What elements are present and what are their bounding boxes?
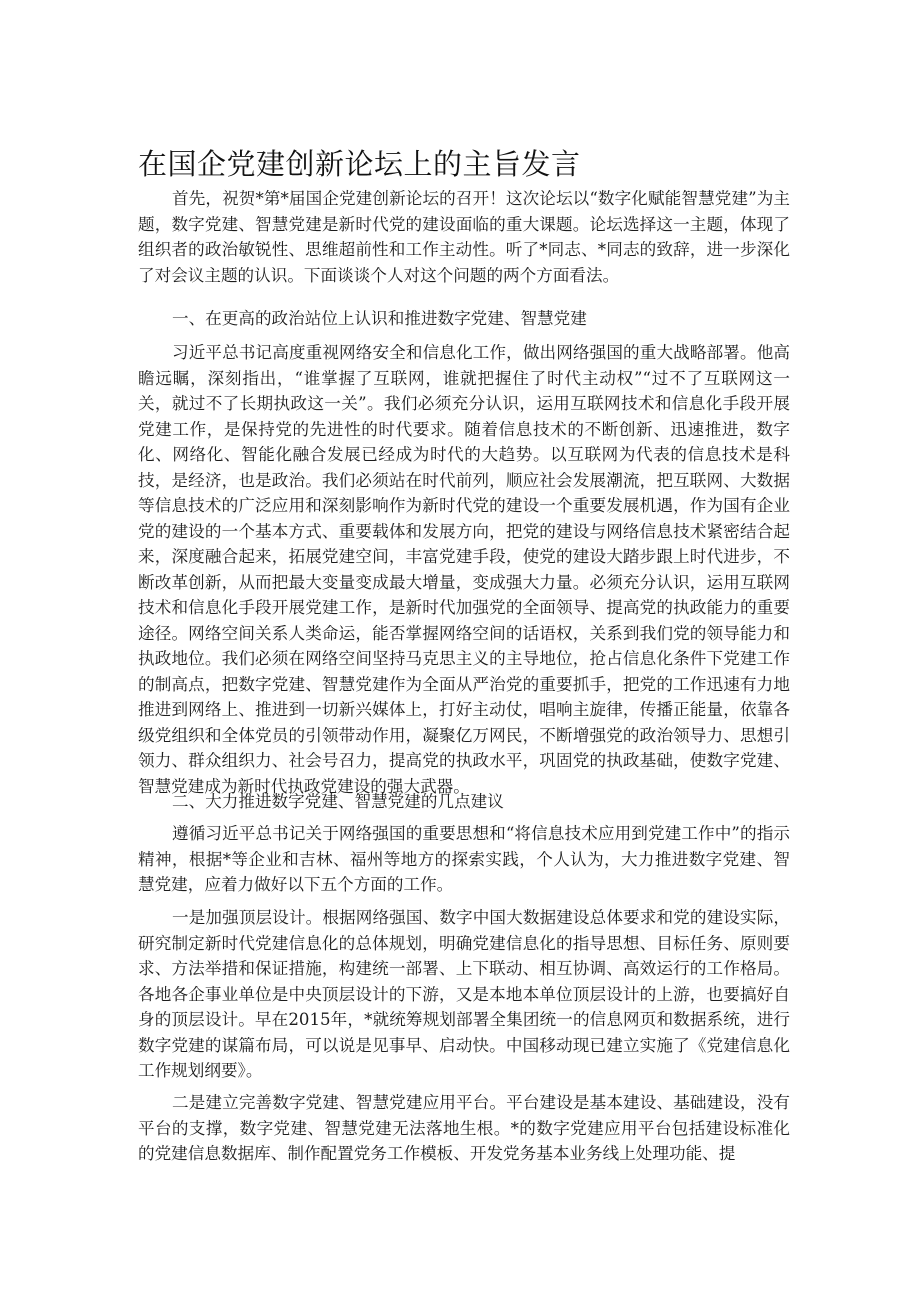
- section2-heading: 二、大力推进数字党建、智慧党建的几点建议: [172, 792, 504, 811]
- section1-heading: 一、在更高的政治站位上认识和推进数字党建、智慧党建: [172, 309, 587, 328]
- point2-paragraph: 二是建立完善数字党建、智慧党建应用平台。平台建设是基本建设、基础建设，没有平台的支撑，数字党建、智慧党建无法落地生根。*的数字党建应用平台包括建设标准化的党建信息数据库、制作配置党务工作模板、开发党务基本业务线上处理功能、提: [138, 1093, 790, 1163]
- section2-body: 遵循习近平总书记关于网络强国的重要思想和“将信息技术应用到党建工作中”的指示精神，根据*等企业和吉林、福州等地方的探索实践，个人认为，大力推进数字党建、智慧党建，应着力做好以下五个方面的工作。: [138, 824, 790, 894]
- intro-paragraph: 首先，祝贺*第*届国企党建创新论坛的召开！这次论坛以“数字化赋能智慧党建”为主题，数字党建、智慧党建是新时代党的建设面临的重大课题。论坛选择这一主题，体现了组织者的政治敏锐性、思维超前性和工作主动性。听了*同志、*同志的致辞，进一步深化了对会议主题的认识。下面谈谈个人对这个问题的两个方面看法。: [138, 189, 790, 285]
- document-title: 在国企党建创新论坛上的主旨发言: [138, 147, 581, 181]
- point1-paragraph: 一是加强顶层设计。根据网络强国、数字中国大数据建设总体要求和党的建设实际，研究制定新时代党建信息化的总体规划，明确党建信息化的指导思想、目标任务、原则要求、方法举措和保证措施，构建统一部署、上下联动、相互协调、高效运行的工作格局。各地各企事业单位是中央顶层设计的下游，又是本地本单位顶层设计的上游，也要搞好自身的顶层设计。早在2015年，*就统筹规划部署全集团统一的信息网页和数据系统，进行数字党建的谋篇布局，可以说是见事早、启动快。中国移动现已建立实施了《党建信息化工作规划纲要》。: [138, 908, 790, 1080]
- section1-body: 习近平总书记高度重视网络安全和信息化工作，做出网络强国的重大战略部署。他高瞻远瞩，深刻指出，“谁掌握了互联网，谁就把握住了时代主动权”“过不了互联网这一关，就过不了长期执政这一关”。我们必须充分认识，运用互联网技术和信息化手段开展党建工作，是保持党的先进性的时代要求。随着信息技术的不断创新、迅速推进，数字化、网络化、智能化融合发展已经成为时代的大趋势。以互联网为代表的信息技术是科技，是经济，也是政治。我们必须站在时代前列，顺应社会发展潮流，把互联网、大数据等信息技术的广泛应用和深刻影响作为新时代党的建设一个重要发展机遇，作为国有企业党的建设的一个基本方式、重要载体和发展方向，把党的建设与网络信息技术紧密结合起来，深度融合起来，拓展党建空间，丰富党建手段，使党的建设大踏步跟上时代进步，不断改革创新，从而把最大变量变成最大增量，变成强大力量。必须充分认识，运用互联网技术和信息化手段开展党建工作，是新时代加强党的全面领导、提高党的执政能力的重要途径。网络空间关系人类命运，能否掌握网络空间的话语权，关系到我们党的领导能力和执政地位。我们必须在网络空间坚持马克思主义的主导地位，抢占信息化条件下党建工作的制高点，把数字党建、智慧党建作为全面从严治党的重要抓手，把党的工作迅速有力地推进到网络上、推进到一切新兴媒体上，打好主动仗，唱响主旋律，传播正能量，依靠各级党组织和全体党员的引领带动作用，凝聚亿万网民，不断增强党的政治领导力、思想引领力、群众组织力、社会号召力，提高党的执政水平，巩固党的执政基础，使数字党建、智慧党建成为新时代执政党建设的强大武器。: [138, 343, 790, 796]
